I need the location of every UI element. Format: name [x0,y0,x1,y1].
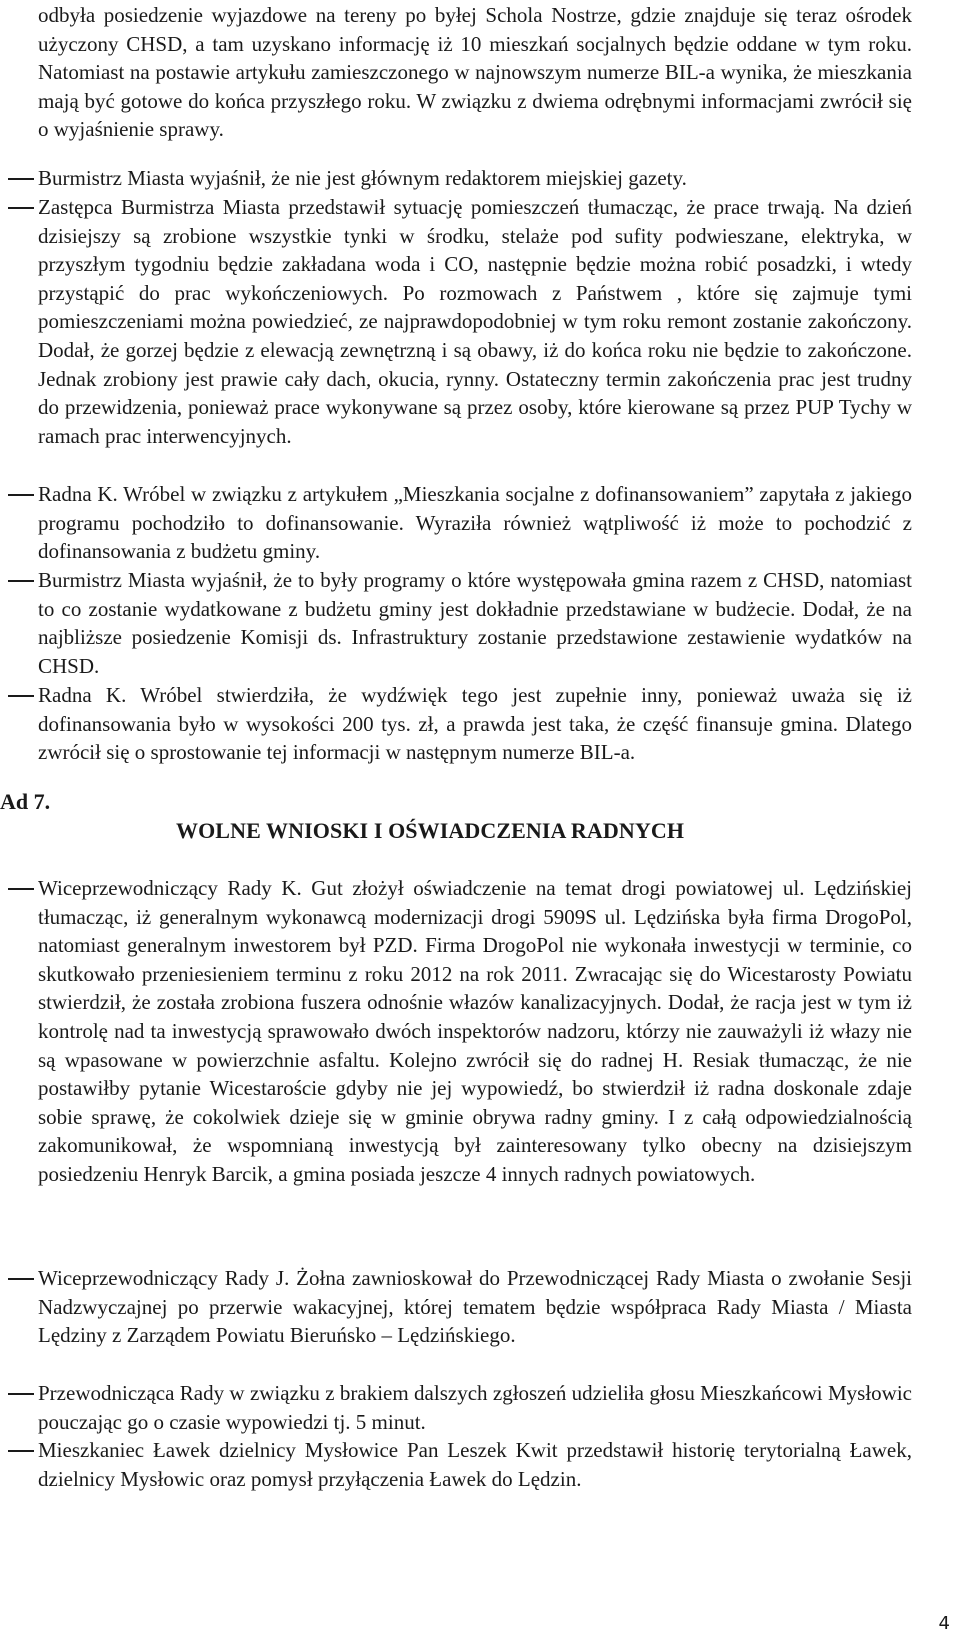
list-item-text: Radna K. Wróbel stwierdziła, że wydźwięk tego jest zupełnie inny, ponieważ uważa się iż dofinansowania było w wysokości 200 tys. zł, a prawda jest taka, że część finansuje gmina. Dlatego zwrócił się o sprostowanie tej informacji w następnym numerze BIL-a. [38,683,912,765]
list-item [38,1379,912,1436]
page-number: 4 [938,1613,950,1634]
list-item [38,681,912,767]
list-item [38,1436,912,1493]
list-item [38,874,912,1189]
list-item [38,1264,912,1350]
list-item-text: Burmistrz Miasta wyjaśnił, że to były programy o które występowała gmina razem z CHSD, natomiast to co zostanie wydatkowane z budżetu gminy jest dokładnie przedstawiane w budżecie. Dodał, że na najbliższe posiedzenie Komisji ds. Infrastruktury zostanie przedstawione zestawienie wydatków na CHSD. [38,568,912,678]
dash-bullet [8,1278,34,1280]
dash-bullet [8,580,34,582]
list-item-text: Mieszkaniec Ławek dzielnicy Mysłowice Pan Leszek Kwit przedstawił historię terytorialną Ławek, dzielnicy Mysłowic oraz pomysł przyłączenia Ławek do Lędzin. [38,1438,912,1491]
section-heading: WOLNE WNIOSKI I OŚWIADCZENIA RADNYCH [176,818,685,843]
list-item [38,193,912,450]
list-item-text: Przewodnicząca Rady w związku z brakiem dalszych zgłoszeń udzieliła głosu Mieszkańcowi Mysłowic pouczając go o czasie wypowiedzi tj. 5 minut. [38,1381,912,1434]
list-item [38,164,912,193]
list-item-text: Wiceprzewodniczący Rady J. Żołna zawnioskował do Przewodniczącej Rady Miasta o zwołanie Sesji Nadzwyczajnej po przerwie wakacyjnej, której tematem będzie współpraca Rady Miasta / Miasta Lędziny z Zarządem Powiatu Bieruńsko – Lędzińskiego. [38,1266,912,1348]
dash-bullet [8,494,34,496]
dash-bullet [8,178,34,180]
dash-bullet [8,1393,34,1395]
list-item [38,480,912,566]
continuation-paragraph: odbyła posiedzenie wyjazdowe na tereny po byłej Schola Nostrze, gdzie znajduje się teraz ośrodek użyczony CHSD, a tam uzyskano informację iż 10 mieszkań socjalnych będzie oddane w tym roku. Natomiast na postawie artykułu zamieszczonego w najnowszym numerze BIL-a wynika, że mieszkania mają być gotowe do końca przyszłego roku. W związku z dwiema odrębnymi informacjami zwrócił się o wyjaśnienie sprawy. [38,3,912,142]
list-item-text: Burmistrz Miasta wyjaśnił, że nie jest głównym redaktorem miejskiej gazety. [38,166,687,190]
dash-bullet [8,695,34,697]
agenda-item-label: Ad 7. [0,789,51,814]
list-item [38,566,912,680]
dash-bullet [8,888,34,890]
dash-bullet [8,1450,34,1452]
list-item-text: Radna K. Wróbel w związku z artykułem „Mieszkania socjalne z dofinansowaniem” zapytała z jakiego programu pochodziło to dofinansowanie. Wyraziła również wątpliwość iż może to pochodzić z dofinansowania z budżetu gminy. [38,482,912,564]
dash-bullet [8,207,34,209]
list-item-text: Zastępca Burmistrza Miasta przedstawił sytuację pomieszczeń tłumacząc, że prace trwają. Na dzień dzisiejszy są zrobione wszystkie tynki w środku, stelaże pod sufity podwieszane, elektryka, w przyszłym tygodniu będzie zakładana woda i CO, następnie będzie można robić posadzki, i wtedy przystąpić do prac wykończeniowych. Po rozmowach z Państwem , które się zajmuje tymi pomieszczeniami można powiedzieć, ze najprawdopodobniej w tym roku remont zostanie zakończony. Dodał, że gorzej będzie z elewacją zewnętrzną i są obawy, iż do końca roku nie będzie to zakończone. Jednak zrobiony jest prawie cały dach, okucia, rynny. Ostateczny termin zakończenia prac jest trudny do przewidzenia, ponieważ prace wykonywane są przez osoby, które kierowane są przez PUP Tychy w ramach prac interwencyjnych. [38,195,912,448]
list-item-text: Wiceprzewodniczący Rady K. Gut złożył oświadczenie na temat drogi powiatowej ul. Lędzińskiej tłumacząc, iż generalnym wykonawcą modernizacji drogi 5909S ul. Lędzińska była firma DrogoPol, natomiast generalnym inwestorem był PZD. Firma DrogoPol nie wykonała inwestycji w terminie, co skutkowało przeniesieniem terminu z roku 2012 na rok 2011. Zwracając się do Wicestarosty Powiatu stwierdził, że została zrobiona fuszera odnośnie włazów kanalizacyjnych. Dodał, że racja jest w tym iż kontrolę nad ta inwestycją sprawowało dwóch inspektorów nadzoru, którzy nie zauważyli iż włazy nie są wpasowane w powierzchnie asfaltu. Kolejno zwrócił się do radnej H. Resiak tłumacząc, że nie postawiłby pytanie Wicestaroście gdyby nie jej wypowiedź, bo stwierdził iż radna doskonale zdaje sobie sprawę, że cokolwiek dzieje się w gminie obrywa radny gminy. I z całą odpowiedzialnością zakomunikował, że wspomnianą inwestycją był zainteresowany tylko obecny na dzisiejszym posiedzeniu Henryk Barcik, a gmina posiada jeszcze 4 innych radnych powiatowych. [38,876,912,1186]
